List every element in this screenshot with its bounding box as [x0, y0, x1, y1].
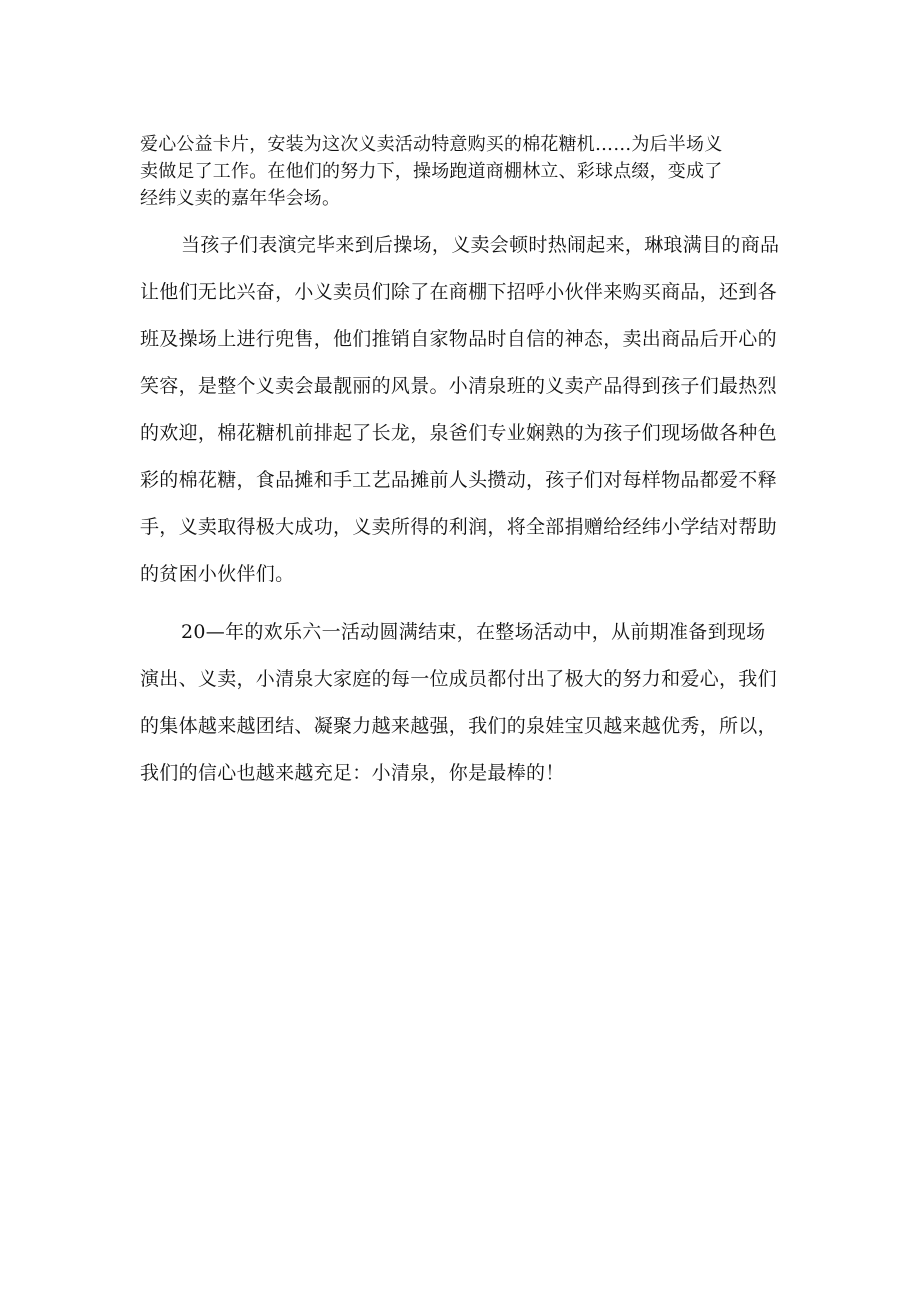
paragraph-line: 让他们无比兴奋，小义卖员们除了在商棚下招呼小伙伴来购买商品，还到各 [140, 281, 777, 303]
paragraph-line: 20—年的欢乐六一活动圆满结束，在整场活动中，从前期准备到现场 [181, 621, 766, 643]
paragraph-line: 的集体越来越团结、凝聚力越来越强，我们的泉娃宝贝越来越优秀，所以， [140, 715, 777, 737]
paragraph-line: 演出、义卖，小清泉大家庭的每一位成员都付出了极大的努力和爱心，我们 [140, 668, 777, 690]
paragraph-line: 彩的棉花糖，食品摊和手工艺品摊前人头攒动，孩子们对每样物品都爱不释 [140, 469, 777, 491]
paragraph-line: 的贫困小伙伴们。 [140, 563, 295, 585]
paragraph-line: 笑容，是整个义卖会最靓丽的风景。小清泉班的义卖产品得到孩子们最热烈 [140, 375, 777, 397]
paragraph-line: 当孩子们表演完毕来到后操场，义卖会顿时热闹起来，琳琅满目的商品 [181, 234, 780, 256]
paragraph-line: 我们的信心也越来越充足：小清泉，你是最棒的！ [140, 762, 565, 784]
paragraph-line: 卖做足了工作。在他们的努力下，操场跑道商棚林立、彩球点缀，变成了 [140, 161, 723, 182]
paragraph-line: 手，义卖取得极大成功，义卖所得的利润，将全部捐赠给经纬小学结对帮助 [140, 516, 777, 538]
paragraph-line: 经纬义卖的嘉年华会场。 [140, 188, 341, 209]
paragraph-line: 的欢迎，棉花糖机前排起了长龙，泉爸们专业娴熟的为孩子们现场做各种色 [140, 422, 777, 444]
paragraph-line: 班及操场上进行兜售，他们推销自家物品时自信的神态，卖出商品后开心的 [140, 328, 777, 350]
paragraph-line: 爱心公益卡片，安装为这次义卖活动特意购买的棉花糖机……为后半场义 [140, 134, 723, 155]
